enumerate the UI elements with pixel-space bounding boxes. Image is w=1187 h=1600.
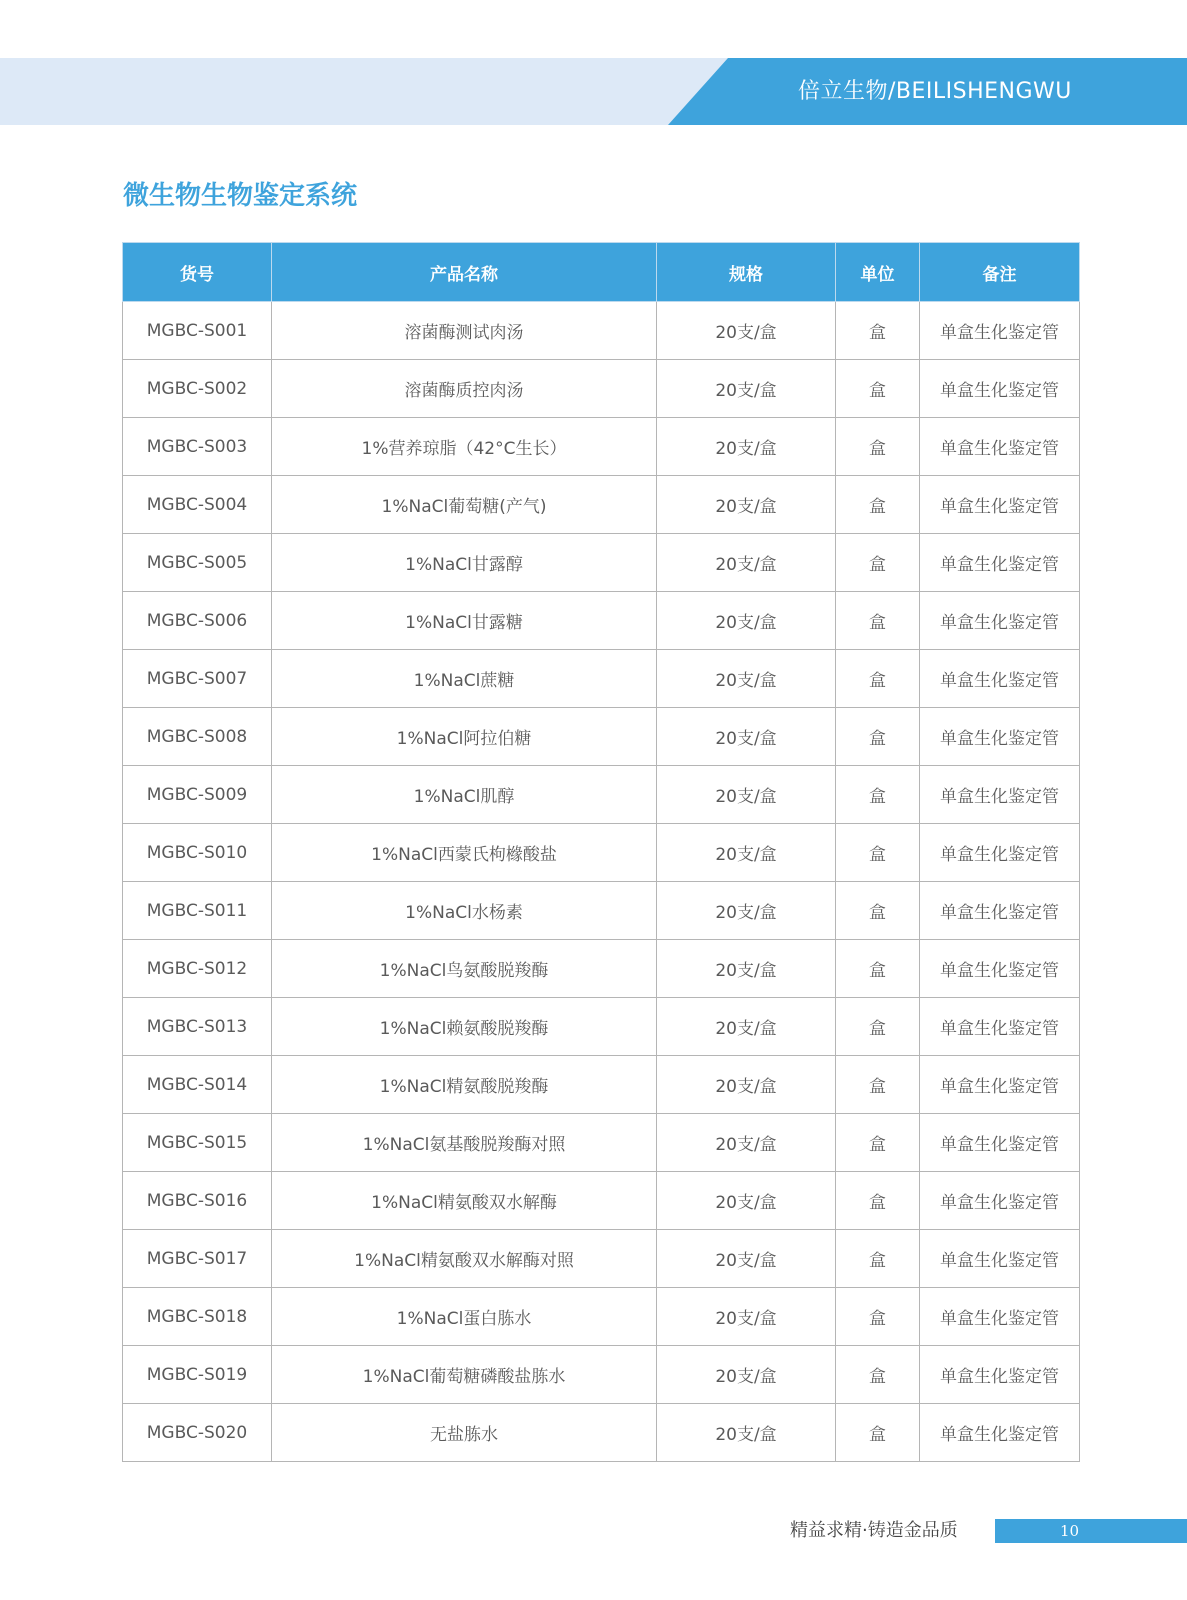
cell-product-name: 1%NaCl西蒙氏枸橼酸盐 — [272, 824, 657, 882]
cell-spec: 20支/盒 — [657, 940, 836, 998]
cell-item-no: MGBC-S009 — [123, 766, 272, 824]
cell-item-no: MGBC-S019 — [123, 1346, 272, 1404]
table-row — [123, 1346, 1080, 1404]
cell-product-name: 1%NaCl精氨酸双水解酶对照 — [272, 1230, 657, 1288]
table-row — [123, 476, 1080, 534]
cell-remark: 单盒生化鉴定管 — [920, 360, 1080, 418]
cell-product-name: 1%NaCl精氨酸脱羧酶 — [272, 1056, 657, 1114]
cell-unit: 盒 — [836, 302, 920, 360]
cell-spec: 20支/盒 — [657, 766, 836, 824]
cell-unit: 盒 — [836, 1288, 920, 1346]
cell-remark: 单盒生化鉴定管 — [920, 534, 1080, 592]
cell-spec: 20支/盒 — [657, 882, 836, 940]
cell-unit: 盒 — [836, 534, 920, 592]
cell-unit: 盒 — [836, 1056, 920, 1114]
cell-remark: 单盒生化鉴定管 — [920, 1404, 1080, 1462]
cell-remark: 单盒生化鉴定管 — [920, 766, 1080, 824]
cell-unit: 盒 — [836, 940, 920, 998]
table-row — [123, 998, 1080, 1056]
cell-item-no: MGBC-S013 — [123, 998, 272, 1056]
footer-slogan: 精益求精·铸造金品质 — [790, 1520, 958, 1541]
cell-remark: 单盒生化鉴定管 — [920, 824, 1080, 882]
cell-remark: 单盒生化鉴定管 — [920, 998, 1080, 1056]
cell-product-name: 1%营养琼脂（42°C生长） — [272, 418, 657, 476]
cell-spec: 20支/盒 — [657, 1172, 836, 1230]
cell-unit: 盒 — [836, 360, 920, 418]
cell-item-no: MGBC-S002 — [123, 360, 272, 418]
cell-product-name: 无盐胨水 — [272, 1404, 657, 1462]
cell-item-no: MGBC-S003 — [123, 418, 272, 476]
cell-remark: 单盒生化鉴定管 — [920, 1230, 1080, 1288]
cell-product-name: 溶菌酶测试肉汤 — [272, 302, 657, 360]
cell-item-no: MGBC-S016 — [123, 1172, 272, 1230]
cell-spec: 20支/盒 — [657, 1404, 836, 1462]
cell-remark: 单盒生化鉴定管 — [920, 708, 1080, 766]
cell-remark: 单盒生化鉴定管 — [920, 1172, 1080, 1230]
cell-item-no: MGBC-S015 — [123, 1114, 272, 1172]
cell-product-name: 1%NaCl葡萄糖(产气) — [272, 476, 657, 534]
table-row — [123, 1288, 1080, 1346]
cell-spec: 20支/盒 — [657, 1056, 836, 1114]
column-header-item-no: 货号 — [123, 243, 272, 302]
footer-page-bar — [995, 1519, 1187, 1543]
cell-item-no: MGBC-S020 — [123, 1404, 272, 1462]
table-row — [123, 824, 1080, 882]
cell-product-name: 1%NaCl水杨素 — [272, 882, 657, 940]
cell-unit: 盒 — [836, 476, 920, 534]
cell-unit: 盒 — [836, 1230, 920, 1288]
cell-product-name: 1%NaCl赖氨酸脱羧酶 — [272, 998, 657, 1056]
cell-item-no: MGBC-S001 — [123, 302, 272, 360]
table-row — [123, 534, 1080, 592]
cell-product-name: 1%NaCl阿拉伯糖 — [272, 708, 657, 766]
cell-product-name: 1%NaCl甘露醇 — [272, 534, 657, 592]
table-row — [123, 1230, 1080, 1288]
cell-product-name: 1%NaCl蛋白胨水 — [272, 1288, 657, 1346]
cell-product-name: 溶菌酶质控肉汤 — [272, 360, 657, 418]
cell-item-no: MGBC-S004 — [123, 476, 272, 534]
cell-spec: 20支/盒 — [657, 302, 836, 360]
cell-spec: 20支/盒 — [657, 1346, 836, 1404]
cell-item-no: MGBC-S011 — [123, 882, 272, 940]
cell-product-name: 1%NaCl蔗糖 — [272, 650, 657, 708]
table-row — [123, 766, 1080, 824]
cell-unit: 盒 — [836, 882, 920, 940]
cell-product-name: 1%NaCl肌醇 — [272, 766, 657, 824]
cell-product-name: 1%NaCl精氨酸双水解酶 — [272, 1172, 657, 1230]
table-row — [123, 360, 1080, 418]
cell-spec: 20支/盒 — [657, 998, 836, 1056]
cell-unit: 盒 — [836, 418, 920, 476]
table-row — [123, 418, 1080, 476]
cell-item-no: MGBC-S018 — [123, 1288, 272, 1346]
cell-unit: 盒 — [836, 1404, 920, 1462]
cell-spec: 20支/盒 — [657, 418, 836, 476]
cell-remark: 单盒生化鉴定管 — [920, 476, 1080, 534]
cell-remark: 单盒生化鉴定管 — [920, 418, 1080, 476]
table-header-row — [123, 243, 1080, 302]
cell-spec: 20支/盒 — [657, 534, 836, 592]
cell-item-no: MGBC-S006 — [123, 592, 272, 650]
cell-remark: 单盒生化鉴定管 — [920, 882, 1080, 940]
cell-remark: 单盒生化鉴定管 — [920, 1288, 1080, 1346]
table-row — [123, 592, 1080, 650]
table-row — [123, 1172, 1080, 1230]
table-row — [123, 882, 1080, 940]
cell-product-name: 1%NaCl鸟氨酸脱羧酶 — [272, 940, 657, 998]
cell-unit: 盒 — [836, 1172, 920, 1230]
cell-remark: 单盒生化鉴定管 — [920, 1114, 1080, 1172]
cell-spec: 20支/盒 — [657, 1230, 836, 1288]
cell-unit: 盒 — [836, 650, 920, 708]
cell-unit: 盒 — [836, 708, 920, 766]
cell-unit: 盒 — [836, 766, 920, 824]
table-row — [123, 708, 1080, 766]
cell-unit: 盒 — [836, 592, 920, 650]
cell-item-no: MGBC-S017 — [123, 1230, 272, 1288]
cell-product-name: 1%NaCl甘露糖 — [272, 592, 657, 650]
cell-item-no: MGBC-S012 — [123, 940, 272, 998]
cell-product-name: 1%NaCl葡萄糖磷酸盐胨水 — [272, 1346, 657, 1404]
cell-product-name: 1%NaCl氨基酸脱羧酶对照 — [272, 1114, 657, 1172]
cell-spec: 20支/盒 — [657, 592, 836, 650]
cell-unit: 盒 — [836, 1346, 920, 1404]
cell-remark: 单盒生化鉴定管 — [920, 1056, 1080, 1114]
cell-remark: 单盒生化鉴定管 — [920, 940, 1080, 998]
column-header-product-name: 产品名称 — [272, 243, 657, 302]
cell-spec: 20支/盒 — [657, 476, 836, 534]
cell-item-no: MGBC-S010 — [123, 824, 272, 882]
cell-remark: 单盒生化鉴定管 — [920, 592, 1080, 650]
table-body — [123, 302, 1080, 1462]
table-row — [123, 1056, 1080, 1114]
cell-remark: 单盒生化鉴定管 — [920, 302, 1080, 360]
cell-spec: 20支/盒 — [657, 650, 836, 708]
page-number: 10 — [1060, 1522, 1080, 1540]
column-header-remark: 备注 — [920, 243, 1080, 302]
table-row — [123, 1404, 1080, 1462]
cell-item-no: MGBC-S014 — [123, 1056, 272, 1114]
table-row — [123, 650, 1080, 708]
cell-unit: 盒 — [836, 998, 920, 1056]
cell-spec: 20支/盒 — [657, 1114, 836, 1172]
column-header-unit: 单位 — [836, 243, 920, 302]
table-row — [123, 1114, 1080, 1172]
header-brand: 倍立生物/BEILISHENGWU — [798, 79, 1072, 104]
cell-spec: 20支/盒 — [657, 708, 836, 766]
cell-remark: 单盒生化鉴定管 — [920, 1346, 1080, 1404]
table-row — [123, 302, 1080, 360]
cell-unit: 盒 — [836, 824, 920, 882]
cell-item-no: MGBC-S007 — [123, 650, 272, 708]
cell-item-no: MGBC-S005 — [123, 534, 272, 592]
cell-item-no: MGBC-S008 — [123, 708, 272, 766]
cell-spec: 20支/盒 — [657, 824, 836, 882]
cell-unit: 盒 — [836, 1114, 920, 1172]
cell-spec: 20支/盒 — [657, 1288, 836, 1346]
table-row — [123, 940, 1080, 998]
product-table — [122, 242, 1080, 1462]
column-header-spec: 规格 — [657, 243, 836, 302]
page-title: 微生物生物鉴定系统 — [123, 181, 358, 211]
cell-remark: 单盒生化鉴定管 — [920, 650, 1080, 708]
cell-spec: 20支/盒 — [657, 360, 836, 418]
